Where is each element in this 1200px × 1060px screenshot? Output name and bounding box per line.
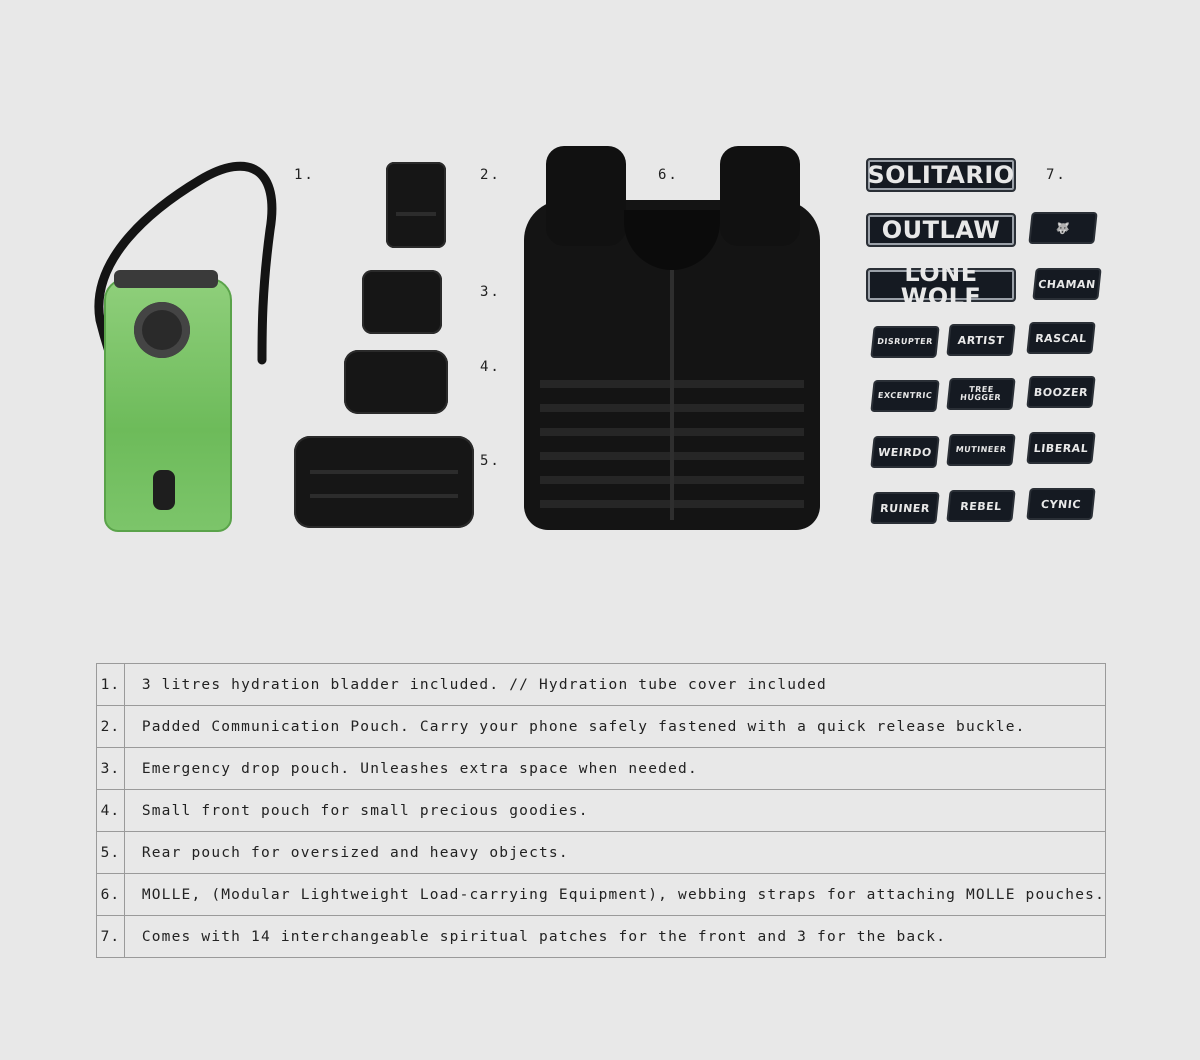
row-index: 1.	[97, 664, 125, 706]
patch-cynic: CYNIC	[1026, 488, 1095, 520]
patch-disrupter: DISRUPTER	[870, 326, 939, 358]
patch-outlaw: OUTLAW	[866, 213, 1016, 247]
table-row	[97, 790, 1106, 832]
patch-weirdo: WEIRDO	[870, 436, 939, 468]
emergency-drop-pouch	[362, 270, 442, 334]
bladder-cap	[134, 302, 190, 358]
vest-shoulder-right	[720, 146, 800, 246]
table-row	[97, 664, 1106, 706]
vest-zipper	[670, 270, 674, 520]
rear-pouch-strap	[310, 470, 458, 474]
table-row	[97, 916, 1106, 958]
row-description: 3 litres hydration bladder included. // Hydration tube cover included	[124, 664, 1105, 706]
rear-pouch-strap	[310, 494, 458, 498]
feature-table	[96, 663, 1106, 958]
patch-artist: ARTIST	[946, 324, 1015, 356]
patch-boozer: BOOZER	[1026, 376, 1095, 408]
communication-pouch	[386, 162, 446, 248]
row-index: 5.	[97, 832, 125, 874]
row-description: Comes with 14 interchangeable spiritual patches for the front and 3 for the back.	[124, 916, 1105, 958]
label-7: 7.	[1046, 167, 1067, 183]
table-row	[97, 706, 1106, 748]
patch-liberal: LIBERAL	[1026, 432, 1095, 464]
patch-rascal: RASCAL	[1026, 322, 1095, 354]
row-description: Emergency drop pouch. Unleashes extra space when needed.	[124, 748, 1105, 790]
patch-rebel: REBEL	[946, 490, 1015, 522]
patch-excentric: EXCENTRIC	[870, 380, 939, 412]
vest-shoulder-left	[546, 146, 626, 246]
row-description: Small front pouch for small precious goodies.	[124, 790, 1105, 832]
row-description: Padded Communication Pouch. Carry your phone safely fastened with a quick release buckle.	[124, 706, 1105, 748]
patch-tree-hugger: TREE HUGGER	[946, 378, 1015, 410]
bladder-clip	[114, 270, 218, 288]
pouch-buckle	[396, 212, 436, 216]
table-row	[97, 874, 1106, 916]
patch-lone-wolf: LONE WOLF	[866, 268, 1016, 302]
wolf-logo-icon: 🐺	[1028, 212, 1097, 244]
label-6: 6.	[658, 167, 679, 183]
patch-chaman: CHAMAN	[1032, 268, 1101, 300]
label-2: 2.	[480, 167, 501, 183]
row-index: 6.	[97, 874, 125, 916]
rear-pouch	[294, 436, 474, 528]
patch-ruiner: RUINER	[870, 492, 939, 524]
row-index: 3.	[97, 748, 125, 790]
label-3: 3.	[480, 284, 501, 300]
table-row	[97, 832, 1106, 874]
row-index: 7.	[97, 916, 125, 958]
bite-valve	[153, 470, 175, 510]
label-1: 1.	[294, 167, 315, 183]
patch-solitario: SOLITARIO	[866, 158, 1016, 192]
row-description: Rear pouch for oversized and heavy objects.	[124, 832, 1105, 874]
label-4: 4.	[480, 359, 501, 375]
row-index: 4.	[97, 790, 125, 832]
label-5: 5.	[480, 453, 501, 469]
small-front-pouch	[344, 350, 448, 414]
row-index: 2.	[97, 706, 125, 748]
patch-mutineer: MUTINEER	[946, 434, 1015, 466]
row-description: MOLLE, (Modular Lightweight Load-carrying Equipment), webbing straps for attaching MOLLE pouches.	[124, 874, 1105, 916]
table-row	[97, 748, 1106, 790]
